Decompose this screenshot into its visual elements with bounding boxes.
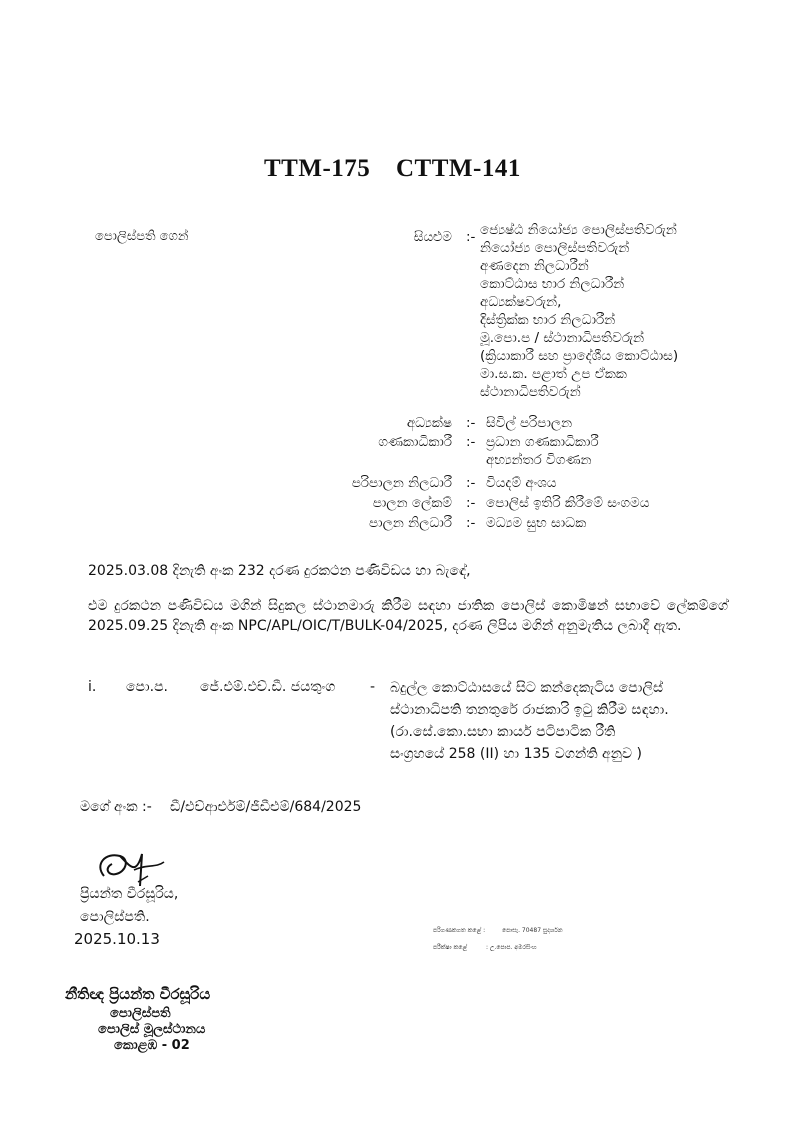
footnote-typed-by-value: පොසැ. 70487 සුදර්ශන [502, 927, 563, 934]
recipient-label-all: සියළුම [413, 229, 452, 245]
item-rank: පො.ප. [126, 679, 168, 695]
signatory-name: ප්‍රියන්ත වීරසූරිය, [80, 886, 179, 902]
item-details [390, 677, 669, 765]
recipient-line: කොට්ඨාස භාර නිලධාරීන් [480, 276, 625, 292]
item-detail-line: බදුල්ල කොට්ඨාසයේ සිට කන්දෙකැටිය පොලිස් [390, 680, 664, 696]
item-detail-line: ස්ථානාධිපති තනතුරේ රාජකාරි ඉටු කිරීම සඳහා. [390, 702, 669, 718]
official-stamp-office: පොලිස් මූලස්ථානය [98, 1022, 206, 1037]
recipient-line: අණදෙන නිලධාරීන් [480, 258, 589, 274]
official-stamp-name: නීතිඥ ප්‍රියන්ත වීරසූරිය [65, 985, 211, 1003]
recipient-label-admin-secretary: පාලන ලේකම් [372, 495, 452, 511]
official-stamp-title: පොලිස්පති [110, 1006, 171, 1021]
footnote-typed-by-label: පරිගණකගත කළේ : [433, 927, 486, 934]
item-dash: - [370, 679, 376, 695]
recipient-label-accountant: ගණකාධිකාරී [378, 434, 452, 450]
recipient-label-admin-officer: පරිපාලන නිලධාරී [351, 475, 452, 491]
recipient-line: මූ.පො.ප / ස්ථානාධිපතිවරුන් [480, 330, 645, 346]
recipient-line: දිස්ත්‍රික්ක භාර නිලධාරීන් [480, 312, 616, 328]
recipient-line: මා.ස.ක. පළාත් උප ඒකක [480, 366, 627, 382]
footnote-checked-by-value: : උ.පොප. අමරසිංහ [486, 944, 537, 951]
item-detail-line: සංග්‍රහයේ 258 (II) හා 135 වගන්ති අනුව ) [390, 746, 642, 762]
recipient-line: ස්ථානාධිපතිවරුන් [480, 384, 581, 400]
recipient-sep: :- [466, 415, 476, 431]
official-stamp-city: කොළඹ - 02 [114, 1038, 190, 1053]
recipient-line: අභ්‍යන්තර විගණන [486, 452, 592, 468]
recipient-sep: :- [466, 434, 476, 450]
document-code-ttm: TTM-175 [264, 155, 371, 182]
recipient-line: නියෝජ්‍ය පොලිස්පතිවරුන් [480, 240, 630, 256]
recipient-list-all [480, 221, 678, 401]
recipient-label-director: අධ්‍යක්ෂ [406, 415, 452, 431]
recipient-line: ප්‍රධාන ගණකාධිකාරී [486, 434, 599, 450]
my-ref-value: ඩී/එච්ආර්එම්/ජීඩීඑම්/684/2025 [170, 799, 362, 815]
recipient-line: වියදම් අංශය [486, 475, 557, 491]
recipient-line: අධ්‍යක්ෂවරුන්, [480, 294, 562, 310]
from-label: පොලිස්පති ගෙන් [95, 229, 189, 244]
recipient-line: (ක්‍රියාකාරී සහ ප්‍රාදේශීය කොට්ඨාස) [480, 348, 679, 364]
recipient-sep: :- [466, 495, 476, 511]
recipient-sep: :- [466, 515, 476, 531]
recipient-line: පොලිස් ඉතිරි කිරීමේ සංගමය [486, 495, 650, 511]
recipient-list-accountant [486, 433, 599, 469]
item-detail-line: (රා.සේ.කො.සභා කාර්ය පටිපාටික රීති [390, 724, 616, 740]
recipient-sep: :- [466, 475, 476, 491]
reference-line: 2025.03.08 දිනැති අංක 232 දරණ දුරකථන පණිවිඩය හා බැඳේ, [88, 563, 471, 579]
document-code-cttm: CTTM-141 [396, 155, 521, 182]
recipient-label-control-officer: පාලන නිලධාරී [369, 515, 452, 531]
recipient-sep: :- [466, 229, 476, 245]
item-name: ජේ.එම්.එච්.ඩී. ජයතුංග [200, 679, 336, 695]
recipient-line: මධ්‍යම සුභ සාධක [486, 515, 587, 531]
body-paragraph: එම දුරකථන පණිවිඩය මගින් සිදුකල ස්ථානමාරු කිරීම සඳහා ජාතික පොලිස් කොමිෂන් සභාවේ ලේකම්ගේ 2025.09.25 දිනැති අංක NPC/APL/OIC/T/BULK-04/2025, දරණ ලිපිය මගින් අනුමැතිය ලබාදී ඇත. [88, 598, 728, 634]
signatory-title: පොලිස්පති. [80, 909, 150, 925]
recipient-line: ජ්‍යෙෂ්ඨ නියෝජ්‍ය පොලිස්පතිවරුන් [480, 222, 677, 238]
recipient-line: සිවිල් පරිපාලන [486, 415, 573, 431]
item-index: i. [88, 679, 97, 695]
footnote-checked-by-label: පරීක්ෂා කළේ [433, 944, 468, 951]
my-ref-label: මගේ අංක :- [80, 799, 152, 815]
signatory-date: 2025.10.13 [74, 930, 160, 948]
